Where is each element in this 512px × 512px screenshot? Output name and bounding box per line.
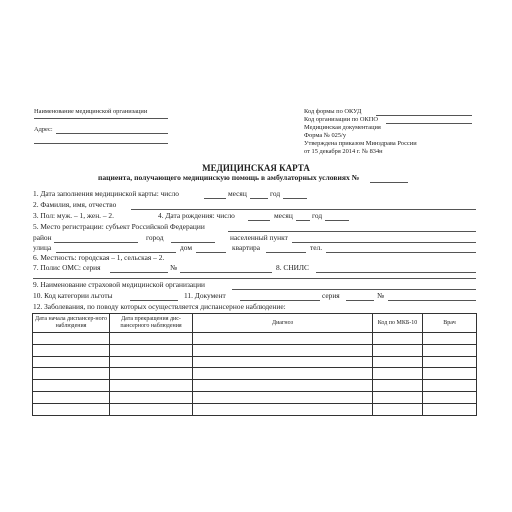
table-cell[interactable]: [423, 356, 477, 368]
table-cell[interactable]: [110, 333, 193, 345]
address-line-2: [34, 143, 168, 144]
doc-number-label: №: [377, 291, 385, 300]
table-cell[interactable]: [373, 403, 423, 415]
okud-label: Код формы по ОКУД: [304, 108, 362, 115]
table-cell[interactable]: [373, 333, 423, 345]
table-row: [33, 391, 477, 403]
table-cell[interactable]: [33, 356, 110, 368]
card-number-line: [370, 182, 408, 183]
district-label: район: [33, 233, 52, 242]
table-cell[interactable]: [193, 356, 373, 368]
apartment-label: квартира: [232, 243, 261, 252]
birth-day-line: [248, 220, 270, 221]
org-name-label: Наименование медицинской организации: [34, 108, 148, 115]
table-row: [33, 403, 477, 415]
med-doc-label: Медицинская документация: [304, 124, 381, 131]
table-cell[interactable]: [423, 380, 477, 392]
doc-series-line: [346, 300, 374, 301]
col-diagnosis-header: Диагноз: [193, 314, 373, 333]
table-cell[interactable]: [110, 403, 193, 415]
fill-day-line: [204, 198, 226, 199]
doc-series-label: серия: [322, 291, 340, 300]
birth-year-label: год: [312, 211, 323, 220]
table-cell[interactable]: [110, 368, 193, 380]
phone-line: [326, 252, 476, 253]
fill-year-line: [283, 198, 307, 199]
table-cell[interactable]: [33, 344, 110, 356]
table-cell[interactable]: [110, 391, 193, 403]
table-cell[interactable]: [193, 380, 373, 392]
form-number-label: Форма № 025/у: [304, 132, 347, 139]
card-subtitle: пациента, получающего медицинскую помощь в амбулаторных условиях №: [98, 173, 360, 182]
table-cell[interactable]: [423, 391, 477, 403]
col-doctor-header: Врач: [423, 314, 477, 333]
table-row: [33, 356, 477, 368]
table-cell[interactable]: [373, 368, 423, 380]
district-line: [54, 242, 138, 243]
oms-series-line: [110, 272, 168, 273]
table-row: [33, 344, 477, 356]
col-start-date-header: Дата начала диспансер-ного наблюдения: [33, 314, 110, 333]
okpo-label: Код организации по ОКПО: [304, 116, 379, 123]
table-row: [33, 333, 477, 345]
approved-label: Утверждена приказом Минздрава России: [304, 140, 417, 147]
table-cell[interactable]: [110, 380, 193, 392]
apartment-line: [266, 252, 306, 253]
benefit-code-line: [130, 300, 178, 301]
insurer-line: [232, 289, 476, 290]
table-cell[interactable]: [110, 356, 193, 368]
dispensary-label: 12. Заболевания, по поводу которых осуществляется диспансерное наблюдение:: [33, 302, 286, 311]
table-cell[interactable]: [193, 391, 373, 403]
table-cell[interactable]: [423, 333, 477, 345]
separator-line: [33, 278, 476, 279]
table-cell[interactable]: [193, 403, 373, 415]
birth-date-label: 4. Дата рождения: число: [158, 211, 235, 220]
birth-month-label: месяц: [274, 211, 293, 220]
table-cell[interactable]: [373, 380, 423, 392]
house-label: дом: [180, 243, 192, 252]
phone-label: тел.: [310, 243, 323, 252]
table-row: [33, 380, 477, 392]
oms-number-line: [180, 272, 272, 273]
table-row: [33, 368, 477, 380]
fill-year-label: год: [270, 189, 281, 198]
col-icd-code-header: Код по МКБ-10: [373, 314, 423, 333]
table-cell[interactable]: [373, 356, 423, 368]
order-date-label: от 15 декабря 2014 г. № 834н: [304, 148, 383, 155]
city-label: город: [146, 233, 164, 242]
org-name-line: [34, 118, 168, 119]
table-cell[interactable]: [373, 344, 423, 356]
birth-month-line: [296, 220, 310, 221]
address-line-1: [56, 133, 168, 134]
card-title: МЕДИЦИНСКАЯ КАРТА: [202, 163, 310, 173]
table-cell[interactable]: [423, 344, 477, 356]
table-cell[interactable]: [193, 333, 373, 345]
full-name-line: [131, 209, 476, 210]
fill-month-line: [250, 198, 268, 199]
table-body: [33, 333, 477, 416]
table-cell[interactable]: [33, 380, 110, 392]
city-line: [171, 242, 215, 243]
okpo-line: [386, 123, 472, 124]
doc-number-line: [388, 300, 476, 301]
table-cell[interactable]: [423, 403, 477, 415]
col-end-date-header: Дата прекращения дис-пансерного наблюдения: [110, 314, 193, 333]
dispensary-table: [32, 313, 477, 416]
table-cell[interactable]: [33, 368, 110, 380]
insurer-label: 9. Наименование страховой медицинской организации: [33, 280, 206, 289]
address-label: Адрес:: [34, 126, 53, 133]
table-cell[interactable]: [33, 391, 110, 403]
okud-line: [376, 115, 472, 116]
house-line: [196, 252, 226, 253]
table-header-row: [33, 314, 477, 333]
benefit-code-label: 10. Код категории льготы: [33, 291, 113, 300]
region-line: [228, 231, 476, 232]
oms-number-label: №: [170, 263, 178, 272]
full-name-label: 2. Фамилия, имя, отчество: [33, 200, 117, 209]
table-cell[interactable]: [193, 368, 373, 380]
settlement-label: населенный пункт: [230, 233, 288, 242]
street-label: улица: [33, 243, 52, 252]
document-label: 11. Документ: [184, 291, 226, 300]
table-cell[interactable]: [423, 368, 477, 380]
snils-label: 8. СНИЛС: [276, 263, 309, 272]
table-cell[interactable]: [373, 391, 423, 403]
table-cell[interactable]: [193, 344, 373, 356]
registration-label: 5. Место регистрации: субъект Российской Федерации: [33, 222, 205, 231]
birth-year-line: [325, 220, 349, 221]
fill-month-label: месяц: [228, 189, 247, 198]
snils-line: [316, 272, 476, 273]
table-cell[interactable]: [33, 333, 110, 345]
document-line: [240, 300, 320, 301]
sex-label: 3. Пол: муж. – 1, жен. – 2.: [33, 211, 114, 220]
oms-policy-label: 7. Полис ОМС: серия: [33, 263, 101, 272]
fill-date-label: 1. Дата заполнения медицинской карты: число: [33, 189, 179, 198]
locality-label: 6. Местность: городская – 1, сельская – 2.: [33, 253, 165, 262]
table-cell[interactable]: [110, 344, 193, 356]
table-cell[interactable]: [33, 403, 110, 415]
